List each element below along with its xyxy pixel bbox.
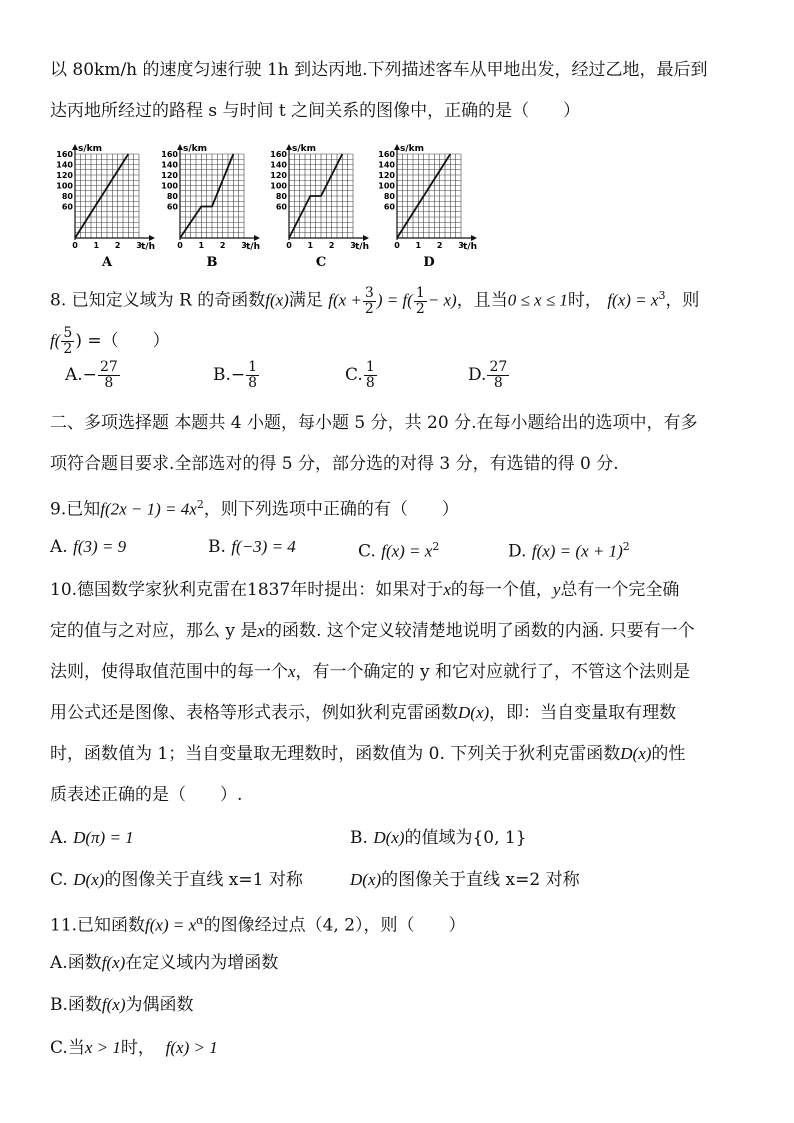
q8-option-label: A.− [65, 365, 97, 385]
q8-frac2-den: 2 [415, 300, 425, 317]
q11-optb-a: 函数 [67, 995, 102, 1015]
q10-line5 [50, 742, 685, 766]
y-tick-label: 160 [378, 150, 395, 159]
q10-l2b: 的函数. 这个定义较清楚地说明了函数的内涵. 只要有一个 [264, 621, 695, 641]
y-tick-label: 80 [383, 192, 395, 201]
q9-option-exp: 2 [432, 540, 440, 553]
q11-optc-a: 当 [67, 1038, 85, 1058]
q11-prefix: 11.已知函数 [50, 915, 146, 936]
q8-option-d [468, 360, 510, 391]
q8-option-fraction [364, 360, 377, 391]
q10-opta-expr: D(π) = 1 [73, 828, 134, 847]
q9-stem [50, 493, 459, 522]
q10-l1b: 年时提出：如果对于 [290, 580, 444, 600]
fraction-numerator: 1 [365, 359, 375, 375]
x-tick-label: 0 [72, 241, 78, 250]
x-tick-label: 3 [241, 241, 247, 250]
q9-option-d [508, 535, 630, 564]
y-tick-label: 140 [270, 160, 287, 170]
q10-l5a: 时，函数值为 1；当自变量取无理数时，函数值为 0. 下列关于狄利克雷函数 [50, 744, 621, 764]
q11-func: f(x) = x [145, 915, 197, 935]
q8-cond-frac1 [363, 286, 376, 317]
x-tick-label: 1 [93, 241, 100, 250]
q10-dx1: D(x) [458, 703, 490, 722]
y-tick-label: 140 [161, 160, 178, 170]
q8-def-exp: 3 [658, 289, 666, 302]
q8-range: 0 ≤ x ≤ 1 [507, 290, 568, 310]
x-axis-label: t/h [141, 242, 155, 252]
q11-opta-a: 函数 [67, 953, 102, 973]
q10-optd-d: D(x) [350, 870, 382, 889]
q8-option-c [345, 360, 378, 391]
q8-text-d: 时， [567, 290, 602, 311]
fraction-denominator: 8 [493, 375, 503, 391]
q10-year: 1837 [247, 580, 291, 600]
q9-given: f(2x − 1) = 4x [100, 499, 197, 519]
q10-line1 [50, 578, 679, 602]
y-tick-label: 100 [270, 181, 287, 191]
q9-option-c [358, 535, 439, 564]
q8-option-label: C. [345, 365, 363, 385]
x-tick-label: 3 [136, 241, 142, 250]
q10-l3b: ，有一个确定的 y 和它对应就行了，不管这个法则是 [295, 662, 690, 682]
q10-optb-text: 的值域为{0, 1} [404, 828, 527, 848]
q10-option-b [350, 826, 527, 850]
q8-option-fraction [487, 360, 509, 391]
q9-option-b [208, 535, 296, 559]
q8-option-fraction [246, 360, 259, 391]
q11-option-a [50, 951, 278, 975]
q8-ask-den: 2 [63, 341, 73, 357]
q8-ask [50, 326, 170, 357]
q10-optb-label: B. [350, 828, 368, 848]
q10-opta-label: A. [50, 828, 68, 848]
graph-label: C [315, 255, 327, 270]
q10-line4 [50, 701, 676, 725]
x-tick-label: 0 [394, 241, 400, 250]
q11-optc-label: C. [50, 1038, 68, 1058]
y-axis-label: s/km [292, 144, 317, 154]
q10-optc-d: D(x) [73, 870, 105, 889]
section2-line2: 项符合题目要求.全部选对的得 5 分，部分选的对得 3 分，有选错的得 0 分. [50, 454, 619, 474]
y-tick-label: 100 [56, 181, 73, 191]
q8-frac2-num: 1 [415, 284, 425, 301]
y-tick-label: 120 [378, 171, 395, 180]
q9-option-label: B. [208, 537, 232, 557]
q8-def: f(x) = x [607, 290, 659, 310]
x-tick-label: 2 [114, 241, 121, 250]
q9-option-expr: f(x) = x [381, 541, 433, 561]
q9-option-expr: f(3) = 9 [73, 537, 127, 556]
q8-text-b: 满足 [288, 290, 323, 311]
q10-l5b: 的性 [651, 744, 686, 764]
q10-optb-d: D(x) [373, 828, 405, 847]
q8-ask-frac [61, 326, 74, 357]
q9-suffix: ，则下列选项中正确的有（ ） [203, 499, 459, 520]
x-axis-label: t/h [355, 242, 369, 252]
q9-option-exp: 2 [622, 540, 630, 553]
x-axis-arrow [363, 235, 369, 241]
q8-text-e: ，则 [665, 290, 700, 311]
graph-label: B [206, 255, 218, 270]
fraction-numerator: 27 [99, 359, 118, 375]
x-tick-label: 1 [198, 241, 205, 250]
x-axis-label: t/h [246, 242, 260, 252]
q11-optb-f: f(x) [101, 995, 126, 1014]
q9-prefix: 9.已知 [50, 499, 101, 520]
q8-cond-mid: ) = f( [376, 290, 413, 310]
x-tick-label: 3 [458, 241, 464, 250]
q8-option-a [65, 360, 121, 391]
x-tick-label: 3 [350, 241, 356, 250]
q10-l4a: 用公式还是图像、表格等形式表示，例如狄利克雷函数 [50, 703, 458, 723]
q10-optd-text: 的图像关于直线 x=2 对称 [381, 870, 580, 890]
q10-l3a: 法则，使得取值范围中的每一个 [50, 662, 288, 682]
q9-option-expr: f(x) = (x + 1) [531, 541, 623, 561]
q8-fx: f(x) [265, 290, 289, 310]
section2-line1: 二、多项选择题 本题共 4 小题，每小题 5 分，共 20 分.在每小题给出的选项中，有多 [50, 413, 698, 433]
graph-d [370, 142, 490, 272]
q9-given-exp: 2 [196, 498, 204, 511]
q11-optc-b: 时， [120, 1038, 155, 1058]
q10-line2 [50, 619, 695, 643]
q10-line3 [50, 660, 690, 684]
q10-option-c [50, 868, 303, 892]
y-tick-label: 80 [275, 192, 287, 201]
graph-b [153, 142, 273, 272]
q8-cond-frac2 [414, 286, 427, 317]
fraction-denominator: 8 [104, 375, 114, 391]
q11-option-c [50, 1036, 218, 1060]
q11-optb-label: B. [50, 995, 68, 1015]
y-tick-label: 120 [270, 171, 287, 180]
x-tick-label: 1 [307, 241, 314, 250]
x-axis-arrow [471, 235, 477, 241]
q10-l2a: 定的值与之对应，那么 y 是 [50, 621, 258, 641]
q8-option-fraction [98, 360, 120, 391]
q10-dx2: D(x) [620, 744, 652, 763]
q8-cond-rhs: − x) [427, 290, 457, 310]
y-axis-label: s/km [78, 144, 103, 154]
q10-line6: 质表述正确的是（ ）. [50, 785, 243, 805]
q8-ask-rhs: ) =（ ） [75, 331, 170, 351]
q8-ask-num: 5 [63, 325, 73, 341]
q11-stem [50, 909, 466, 938]
q8-option-label: B.− [213, 365, 246, 385]
q10-l1a: 10.德国数学家狄利克雷在 [50, 580, 248, 600]
q11-opta-b: 在定义域内为增函数 [125, 953, 279, 973]
q7-text-line2: 达丙地所经过的路程 s 与时间 t 之间关系的图像中，正确的是（ ） [50, 101, 581, 121]
x-tick-label: 2 [328, 241, 335, 250]
y-tick-label: 160 [161, 150, 178, 159]
x-tick-label: 0 [177, 241, 183, 250]
q8-text-a: 8. 已知定义域为 R 的奇函数 [50, 290, 266, 311]
q10-x1: x [443, 580, 451, 599]
x-axis-arrow [254, 235, 260, 241]
y-tick-label: 120 [161, 171, 178, 180]
q10-y1: y [552, 580, 561, 599]
q9-option-a [50, 535, 126, 559]
y-tick-label: 60 [61, 202, 73, 212]
q8-text-c: ，且当 [456, 290, 508, 311]
y-tick-label: 140 [378, 160, 395, 170]
q8-option-b [213, 360, 260, 391]
x-tick-label: 2 [219, 241, 226, 250]
y-tick-label: 60 [383, 202, 395, 212]
q10-l1d: 总有一个完全确 [560, 580, 680, 600]
q11-func-exp: α [196, 914, 204, 927]
y-tick-label: 140 [56, 160, 73, 170]
q8-ask-lhs: f( [50, 331, 61, 350]
fraction-denominator: 8 [365, 375, 375, 391]
graph-label: A [101, 255, 113, 270]
y-tick-label: 160 [270, 150, 287, 159]
q11-opta-label: A. [50, 953, 68, 973]
q9-option-expr: f(−3) = 4 [231, 537, 296, 556]
q11-suffix: 的图像经过点（4, 2），则（ ） [203, 915, 466, 936]
q10-optc-text: 的图像关于直线 x=1 对称 [104, 870, 303, 890]
q11-optc-cond: x > 1 [84, 1038, 121, 1057]
q10-l1c: 的每一个值， [450, 580, 553, 600]
q11-optc-res: f(x) > 1 [165, 1038, 218, 1057]
q10-l4b: ，即：当自变量取有理数 [489, 703, 677, 723]
q9-option-label: A. [50, 537, 74, 557]
y-tick-label: 80 [166, 192, 178, 201]
q9-option-label: C. [358, 541, 382, 562]
q10-optc-label: C. [50, 870, 68, 890]
graph-label: D [423, 255, 435, 270]
x-tick-label: 1 [415, 241, 422, 250]
q11-option-b [50, 993, 194, 1017]
y-axis-label: s/km [400, 144, 425, 154]
x-axis-label: t/h [463, 242, 477, 252]
q8-frac1-den: 2 [364, 300, 374, 317]
x-tick-label: 2 [436, 241, 443, 250]
q11-optb-b: 为偶函数 [125, 995, 194, 1015]
q9-option-label: D. [508, 541, 532, 562]
x-tick-label: 0 [286, 241, 292, 250]
y-axis-label: s/km [183, 144, 208, 154]
q8-stem [50, 284, 699, 317]
q10-option-a [50, 826, 134, 850]
q8-cond-lhs: f(x + [328, 290, 362, 310]
y-tick-label: 160 [56, 150, 73, 159]
q10-x3: x [288, 662, 296, 681]
y-tick-label: 120 [56, 171, 73, 180]
y-tick-label: 80 [61, 192, 73, 201]
fraction-numerator: 1 [248, 359, 258, 375]
q7-text-line1: 以 80km/h 的速度匀速行驶 1h 到达丙地.下列描述客车从甲地出发，经过乙地，最后到 [50, 60, 708, 80]
y-tick-label: 100 [378, 181, 395, 191]
q10-option-d [350, 868, 580, 892]
y-tick-label: 60 [275, 202, 287, 212]
y-tick-label: 100 [161, 181, 178, 191]
q11-opta-f: f(x) [101, 953, 126, 972]
q8-frac1-num: 3 [364, 284, 374, 301]
q8-option-label: D. [468, 365, 487, 385]
fraction-numerator: 27 [489, 359, 508, 375]
fraction-denominator: 8 [248, 375, 258, 391]
graph-a [48, 142, 168, 272]
graph-c [262, 142, 382, 272]
y-tick-label: 60 [166, 202, 178, 212]
q10-x2: x [257, 621, 265, 640]
